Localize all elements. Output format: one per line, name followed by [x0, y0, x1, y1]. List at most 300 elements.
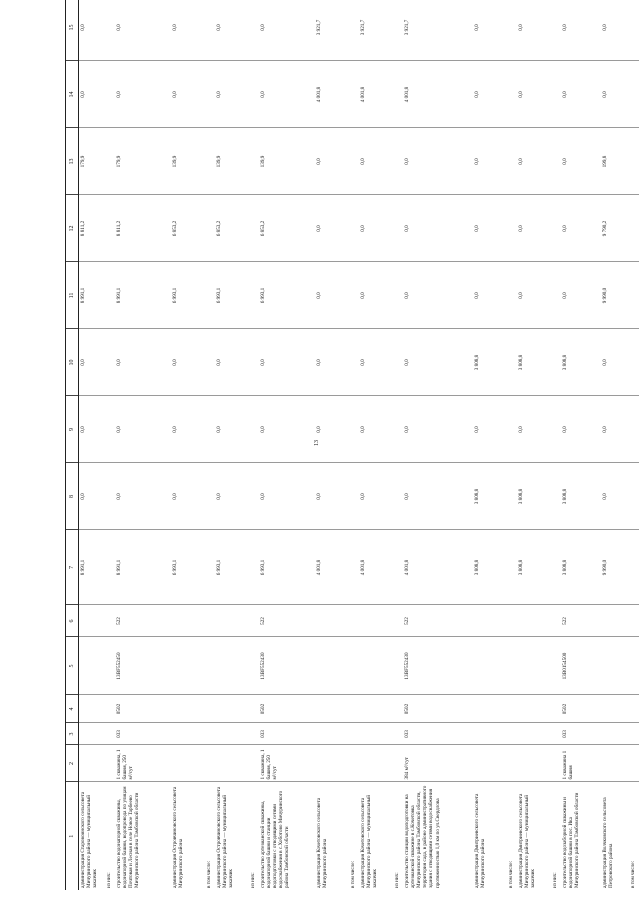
table-cell: 0,0 — [215, 61, 249, 128]
table-cell — [551, 637, 561, 695]
table-cell: 3 921,7 — [359, 0, 393, 61]
table-cell — [507, 61, 517, 128]
table-cell: 6 853,2 — [171, 195, 205, 262]
table-cell — [507, 463, 517, 530]
table-cell: 0,0 — [601, 0, 629, 61]
column-number-15: 15 — [66, 0, 79, 61]
table-cell: 033 — [259, 723, 315, 745]
table-cell — [601, 745, 629, 782]
table-cell — [349, 195, 359, 262]
column-number-10: 10 — [66, 329, 79, 396]
table-cell — [171, 723, 205, 745]
table-cell: 6 993,1 — [259, 262, 315, 329]
table-cell — [349, 637, 359, 695]
table-cell: 0,0 — [517, 61, 551, 128]
table-cell: 3 921,7 — [403, 0, 473, 61]
table-cell — [315, 723, 349, 745]
table-cell — [507, 329, 517, 396]
table-cell: 0,0 — [115, 463, 171, 530]
row-description-cell: в том числе: — [349, 860, 356, 888]
table-cell — [629, 723, 639, 745]
table-cell — [359, 695, 393, 723]
table-cell — [507, 262, 517, 329]
column-number-13: 13 — [66, 128, 79, 195]
table-cell — [215, 605, 249, 637]
table-cell: 3 808,8 — [561, 329, 601, 396]
table-row — [359, 0, 393, 890]
table-cell — [249, 695, 259, 723]
table-cell — [315, 695, 349, 723]
table-row — [517, 0, 551, 890]
table-cell: 8 811,2 — [79, 195, 105, 262]
table-cell: 0502 — [259, 695, 315, 723]
table-cell: 0,0 — [561, 396, 601, 463]
table-cell — [205, 61, 215, 128]
table-cell: 0,0 — [215, 329, 249, 396]
table-row — [215, 0, 249, 890]
table-cell — [105, 605, 115, 637]
column-number-7: 7 — [66, 530, 79, 605]
table-cell — [105, 262, 115, 329]
table-cell — [205, 128, 215, 195]
table-cell — [473, 637, 507, 695]
table-cell — [629, 128, 639, 195]
table-cell: 0,0 — [359, 128, 393, 195]
table-cell — [249, 605, 259, 637]
table-cell — [507, 745, 517, 782]
column-number-8: 8 — [66, 463, 79, 530]
table-cell: 6 853,2 — [259, 195, 315, 262]
table-cell: 0502 — [403, 695, 473, 723]
table-cell — [551, 396, 561, 463]
row-description-cell: из них: — [551, 872, 558, 888]
table-cell: 1 скважина, 1 башня, 250 м³/сут — [115, 745, 171, 782]
table-cell: 0,0 — [601, 61, 629, 128]
table-cell — [629, 745, 639, 782]
table-cell: 0,0 — [259, 0, 315, 61]
table-cell — [393, 262, 403, 329]
table-cell: 0,0 — [215, 463, 249, 530]
table-row — [551, 0, 561, 890]
table-cell: 139,9 — [171, 128, 205, 195]
table-row — [259, 0, 315, 890]
row-description-cell: администрация Дмитриевского сельсовета Мичуринского района — муниципальный заказчик — [517, 793, 536, 888]
table-cell: 522 — [403, 605, 473, 637]
table-cell: 3 808,8 — [517, 329, 551, 396]
table-cell — [249, 723, 259, 745]
table-cell: 0,0 — [403, 463, 473, 530]
table-cell — [205, 195, 215, 262]
row-description-cell: администрация Старовоинского сельсовета Мичуринского района — муниципальный заказчик — [80, 791, 99, 888]
table-cell — [359, 723, 393, 745]
table-cell: 0,0 — [215, 0, 249, 61]
table-cell — [551, 128, 561, 195]
table-cell — [205, 329, 215, 396]
table-cell: 4 001,8 — [315, 530, 349, 605]
table-cell: 0,0 — [171, 396, 205, 463]
table-cell — [105, 0, 115, 61]
table-cell — [79, 695, 105, 723]
table-cell: 0,0 — [315, 329, 349, 396]
table-cell: 0,0 — [171, 463, 205, 530]
table-row — [393, 0, 403, 890]
table-cell: 0,0 — [601, 329, 629, 396]
table-cell — [473, 745, 507, 782]
table-cell — [507, 637, 517, 695]
table-cell: 13ВF552450 — [115, 637, 171, 695]
table-cell — [171, 695, 205, 723]
table-cell: 0,0 — [79, 396, 105, 463]
table-row — [315, 0, 349, 890]
table-row — [601, 0, 629, 890]
page-number: 13 — [314, 440, 320, 446]
table-cell — [171, 605, 205, 637]
table-cell: 0,0 — [79, 463, 105, 530]
table-cell: 0,0 — [601, 463, 629, 530]
table-cell: 0,0 — [315, 128, 349, 195]
table-row — [105, 0, 115, 890]
table-cell: 13ВF552430 — [259, 637, 315, 695]
table-cell: 3 808,8 — [517, 463, 551, 530]
table-cell — [629, 61, 639, 128]
table-row — [79, 0, 105, 890]
table-cell: 13ВF552430 — [403, 637, 473, 695]
table-cell — [205, 530, 215, 605]
table-cell — [105, 329, 115, 396]
column-number-9: 9 — [66, 396, 79, 463]
table-cell — [79, 723, 105, 745]
table-cell — [249, 128, 259, 195]
table-cell: 6 993,1 — [171, 530, 205, 605]
table-cell — [105, 637, 115, 695]
table-cell — [629, 329, 639, 396]
table-cell: 6 993,1 — [215, 530, 249, 605]
table-cell — [507, 723, 517, 745]
table-cell — [507, 195, 517, 262]
table-cell — [473, 723, 507, 745]
table-cell — [205, 396, 215, 463]
column-number-11: 11 — [66, 262, 79, 329]
table-cell — [205, 605, 215, 637]
table-cell: 4 001,8 — [359, 61, 393, 128]
table-cell: 0,0 — [315, 262, 349, 329]
table-cell: 0,0 — [359, 396, 393, 463]
table-cell: 522 — [561, 605, 601, 637]
table-cell — [393, 61, 403, 128]
table-cell: 8 991,1 — [115, 530, 171, 605]
table-cell: 3 921,7 — [315, 0, 349, 61]
table-cell: 0,0 — [359, 329, 393, 396]
table-cell — [517, 605, 551, 637]
row-description-cell: администрация Кочетовского сельсовета Мичуринского района — муниципальный заказчик — [359, 794, 378, 888]
table-cell — [205, 637, 215, 695]
table-cell: 0,0 — [259, 329, 315, 396]
table-cell — [359, 745, 393, 782]
table-cell: 3 808,8 — [517, 530, 551, 605]
table-row — [507, 0, 517, 890]
table-cell — [315, 605, 349, 637]
table-cell: 8 991,1 — [79, 530, 105, 605]
table-cell — [105, 723, 115, 745]
table-cell — [249, 329, 259, 396]
table-cell: 0,0 — [473, 396, 507, 463]
table-cell — [393, 605, 403, 637]
table-cell — [393, 396, 403, 463]
table-cell — [359, 637, 393, 695]
table-cell — [349, 262, 359, 329]
table-cell: 0,0 — [215, 396, 249, 463]
table-cell — [473, 695, 507, 723]
table-cell — [551, 530, 561, 605]
row-description-cell: администрация Дмитриевского сельсовета Мичуринского района — [473, 793, 486, 888]
table-cell — [507, 530, 517, 605]
table-cell: 0,0 — [359, 262, 393, 329]
table-cell — [105, 61, 115, 128]
table-cell — [629, 0, 639, 61]
table-cell: 4 001,8 — [359, 530, 393, 605]
table-cell — [249, 262, 259, 329]
column-number-14: 14 — [66, 61, 79, 128]
table-cell — [551, 605, 561, 637]
table-cell: 3 808,8 — [473, 463, 507, 530]
table-cell — [249, 530, 259, 605]
financing-table — [65, 0, 639, 890]
column-number-4: 4 — [66, 695, 79, 723]
table-cell — [393, 0, 403, 61]
table-cell — [349, 396, 359, 463]
table-cell — [393, 637, 403, 695]
table-cell: 0,0 — [403, 329, 473, 396]
table-cell: 0,0 — [259, 61, 315, 128]
table-cell: 0,0 — [315, 463, 349, 530]
table-cell: 0502 — [115, 695, 171, 723]
table-cell — [393, 195, 403, 262]
row-description-cell: из них: — [249, 872, 256, 888]
table-cell — [629, 695, 639, 723]
table-cell — [393, 463, 403, 530]
table-cell: 0,0 — [315, 396, 349, 463]
table-cell: 9 990,0 — [601, 530, 629, 605]
row-description-cell: строительство водозаборной скважины и водонапорной башни в пос. Ика Мичуринского района Тамбовской области — [561, 792, 580, 888]
column-number-3: 3 — [66, 723, 79, 745]
table-cell: 0,0 — [561, 262, 601, 329]
table-cell: 6 853,2 — [215, 195, 249, 262]
table-cell: 139,9 — [259, 128, 315, 195]
table-cell — [79, 745, 105, 782]
column-number-5: 5 — [66, 637, 79, 695]
table-cell: 3 808,8 — [561, 463, 601, 530]
row-description-cell: администрация Волчковского сельсовета Петровского района — [601, 797, 614, 888]
table-cell — [105, 530, 115, 605]
table-cell — [507, 396, 517, 463]
table-cell — [551, 61, 561, 128]
row-description-cell: строительство водонапорной скважины, водонапорной башни, водопровода по улицам Почтовая и Лесная в селе Новое Тарбеево Мичуринского района Тамбовской области — [115, 786, 141, 888]
table-cell: 522 — [115, 605, 171, 637]
table-cell: 0,0 — [171, 61, 205, 128]
table-cell — [601, 637, 629, 695]
table-cell — [507, 0, 517, 61]
table-row — [403, 0, 473, 890]
table-cell — [507, 128, 517, 195]
table-cell: 8 811,2 — [115, 195, 171, 262]
table-cell: 0,0 — [79, 329, 105, 396]
row-description-cell: строительство артезианской скважины, водонапорной башни и станции водоподготовки с отводящими сетями водоснабжения в с.Хоботово Мичуринского района Тамбовской области — [259, 790, 291, 888]
table-cell: 6 993,1 — [259, 530, 315, 605]
row-description-cell: администрация Островчиновского сельсовета Мичуринского района — муниципальный заказчик — [215, 786, 234, 888]
table-cell — [601, 723, 629, 745]
table-cell: 0,0 — [473, 195, 507, 262]
table-cell — [507, 605, 517, 637]
table-cell — [551, 329, 561, 396]
row-description-cell: строительство станции водоподготовки на артезианской скважине в с.Кочетовка Мичуринского района Тамбовской области, территория сада, в районе административного здания с отводящими сетями водоснабжения протяженностью 1,0 км по ул.Свердлова — [403, 785, 441, 888]
table-cell — [349, 605, 359, 637]
table-cell — [393, 128, 403, 195]
table-cell: 0,0 — [259, 396, 315, 463]
table-cell: 0502 — [561, 695, 601, 723]
table-cell: 3 808,8 — [473, 530, 507, 605]
table-cell — [551, 195, 561, 262]
table-cell — [601, 605, 629, 637]
table-cell — [349, 128, 359, 195]
table-cell: 3 808,8 — [561, 530, 601, 605]
table-cell: 0,0 — [115, 329, 171, 396]
table-cell: 0,0 — [517, 0, 551, 61]
table-cell: 0,0 — [79, 0, 105, 61]
column-number-12: 12 — [66, 195, 79, 262]
table-cell: 0,0 — [517, 262, 551, 329]
table-cell: 384 м³/сут — [403, 745, 473, 782]
column-number-6: 6 — [66, 605, 79, 637]
table-cell: 0,0 — [473, 0, 507, 61]
table-cell — [629, 637, 639, 695]
table-cell — [105, 195, 115, 262]
table-cell — [105, 745, 115, 782]
table-cell: 0,0 — [601, 396, 629, 463]
table-cell: 139,9 — [215, 128, 249, 195]
table-cell: 1 скважина, 1 башня, 250 м³/сут — [259, 745, 315, 782]
table-cell: 0,0 — [517, 396, 551, 463]
row-description-cell: в том числе: — [205, 860, 212, 888]
table-cell: 6 993,1 — [171, 262, 205, 329]
table-cell — [249, 396, 259, 463]
table-cell: 0,0 — [473, 128, 507, 195]
table-cell: 0,0 — [517, 128, 551, 195]
table-cell: 0,0 — [473, 61, 507, 128]
column-number-2: 2 — [66, 745, 79, 782]
table-cell — [171, 745, 205, 782]
table-cell — [205, 463, 215, 530]
table-cell — [249, 195, 259, 262]
table-cell — [517, 745, 551, 782]
table-cell — [215, 695, 249, 723]
table-cell — [205, 262, 215, 329]
table-cell: 0,0 — [561, 61, 601, 128]
table-cell — [629, 605, 639, 637]
table-cell: 0,0 — [171, 329, 205, 396]
table-cell — [215, 723, 249, 745]
table-row — [349, 0, 359, 890]
table-cell: 4 001,8 — [403, 530, 473, 605]
table-cell — [79, 605, 105, 637]
table-cell: 13В0154500 — [561, 637, 601, 695]
column-number-1: 1 — [66, 782, 79, 890]
table-cell — [349, 61, 359, 128]
rotated-table-container — [65, 19, 636, 890]
table-cell — [601, 695, 629, 723]
table-row — [171, 0, 205, 890]
table-cell — [507, 695, 517, 723]
table-row — [249, 0, 259, 890]
table-row — [115, 0, 171, 890]
table-cell — [349, 530, 359, 605]
table-cell: 0,0 — [403, 396, 473, 463]
table-cell: 522 — [259, 605, 315, 637]
table-cell — [249, 0, 259, 61]
table-cell: 8 991,1 — [115, 262, 171, 329]
table-cell — [215, 745, 249, 782]
table-cell: 0,0 — [359, 195, 393, 262]
table-cell — [517, 695, 551, 723]
table-cell: 0,0 — [115, 61, 171, 128]
table-cell — [349, 329, 359, 396]
table-cell — [349, 0, 359, 61]
table-cell: 033 — [561, 723, 601, 745]
table-cell — [105, 695, 115, 723]
table-cell — [349, 723, 359, 745]
table-cell: 0,0 — [315, 195, 349, 262]
table-cell — [105, 396, 115, 463]
table-cell: 4 001,8 — [403, 61, 473, 128]
table-cell — [359, 605, 393, 637]
table-cell — [349, 463, 359, 530]
table-cell: 0,0 — [403, 195, 473, 262]
table-cell: 033 — [115, 723, 171, 745]
table-cell: 0,0 — [561, 0, 601, 61]
table-cell: 1 скважина 1 башня — [561, 745, 601, 782]
row-description-cell: администрация Кочетовского сельсовета Мичуринского района — [315, 797, 328, 888]
table-cell — [629, 262, 639, 329]
table-cell — [393, 530, 403, 605]
table-cell — [315, 637, 349, 695]
table-cell: 179,9 — [115, 128, 171, 195]
table-cell: 0,0 — [259, 463, 315, 530]
table-cell — [105, 463, 115, 530]
row-description-cell: из них: — [105, 872, 112, 888]
table-cell — [551, 463, 561, 530]
table-cell: 0,0 — [403, 262, 473, 329]
table-cell — [79, 637, 105, 695]
table-cell: 0,0 — [171, 0, 205, 61]
table-cell — [105, 128, 115, 195]
table-cell — [629, 396, 639, 463]
table-cell — [473, 605, 507, 637]
table-cell — [551, 745, 561, 782]
table-cell: 0,0 — [561, 128, 601, 195]
table-cell — [349, 695, 359, 723]
table-cell: 0,0 — [561, 195, 601, 262]
table-cell: 0,0 — [517, 195, 551, 262]
table-cell — [393, 329, 403, 396]
table-cell — [517, 637, 551, 695]
table-cell — [629, 530, 639, 605]
table-cell: 9 790,2 — [601, 195, 629, 262]
table-cell — [249, 61, 259, 128]
table-cell — [205, 745, 215, 782]
table-cell: 4 001,8 — [315, 61, 349, 128]
table-cell — [171, 637, 205, 695]
table-cell — [629, 463, 639, 530]
table-cell — [205, 695, 215, 723]
